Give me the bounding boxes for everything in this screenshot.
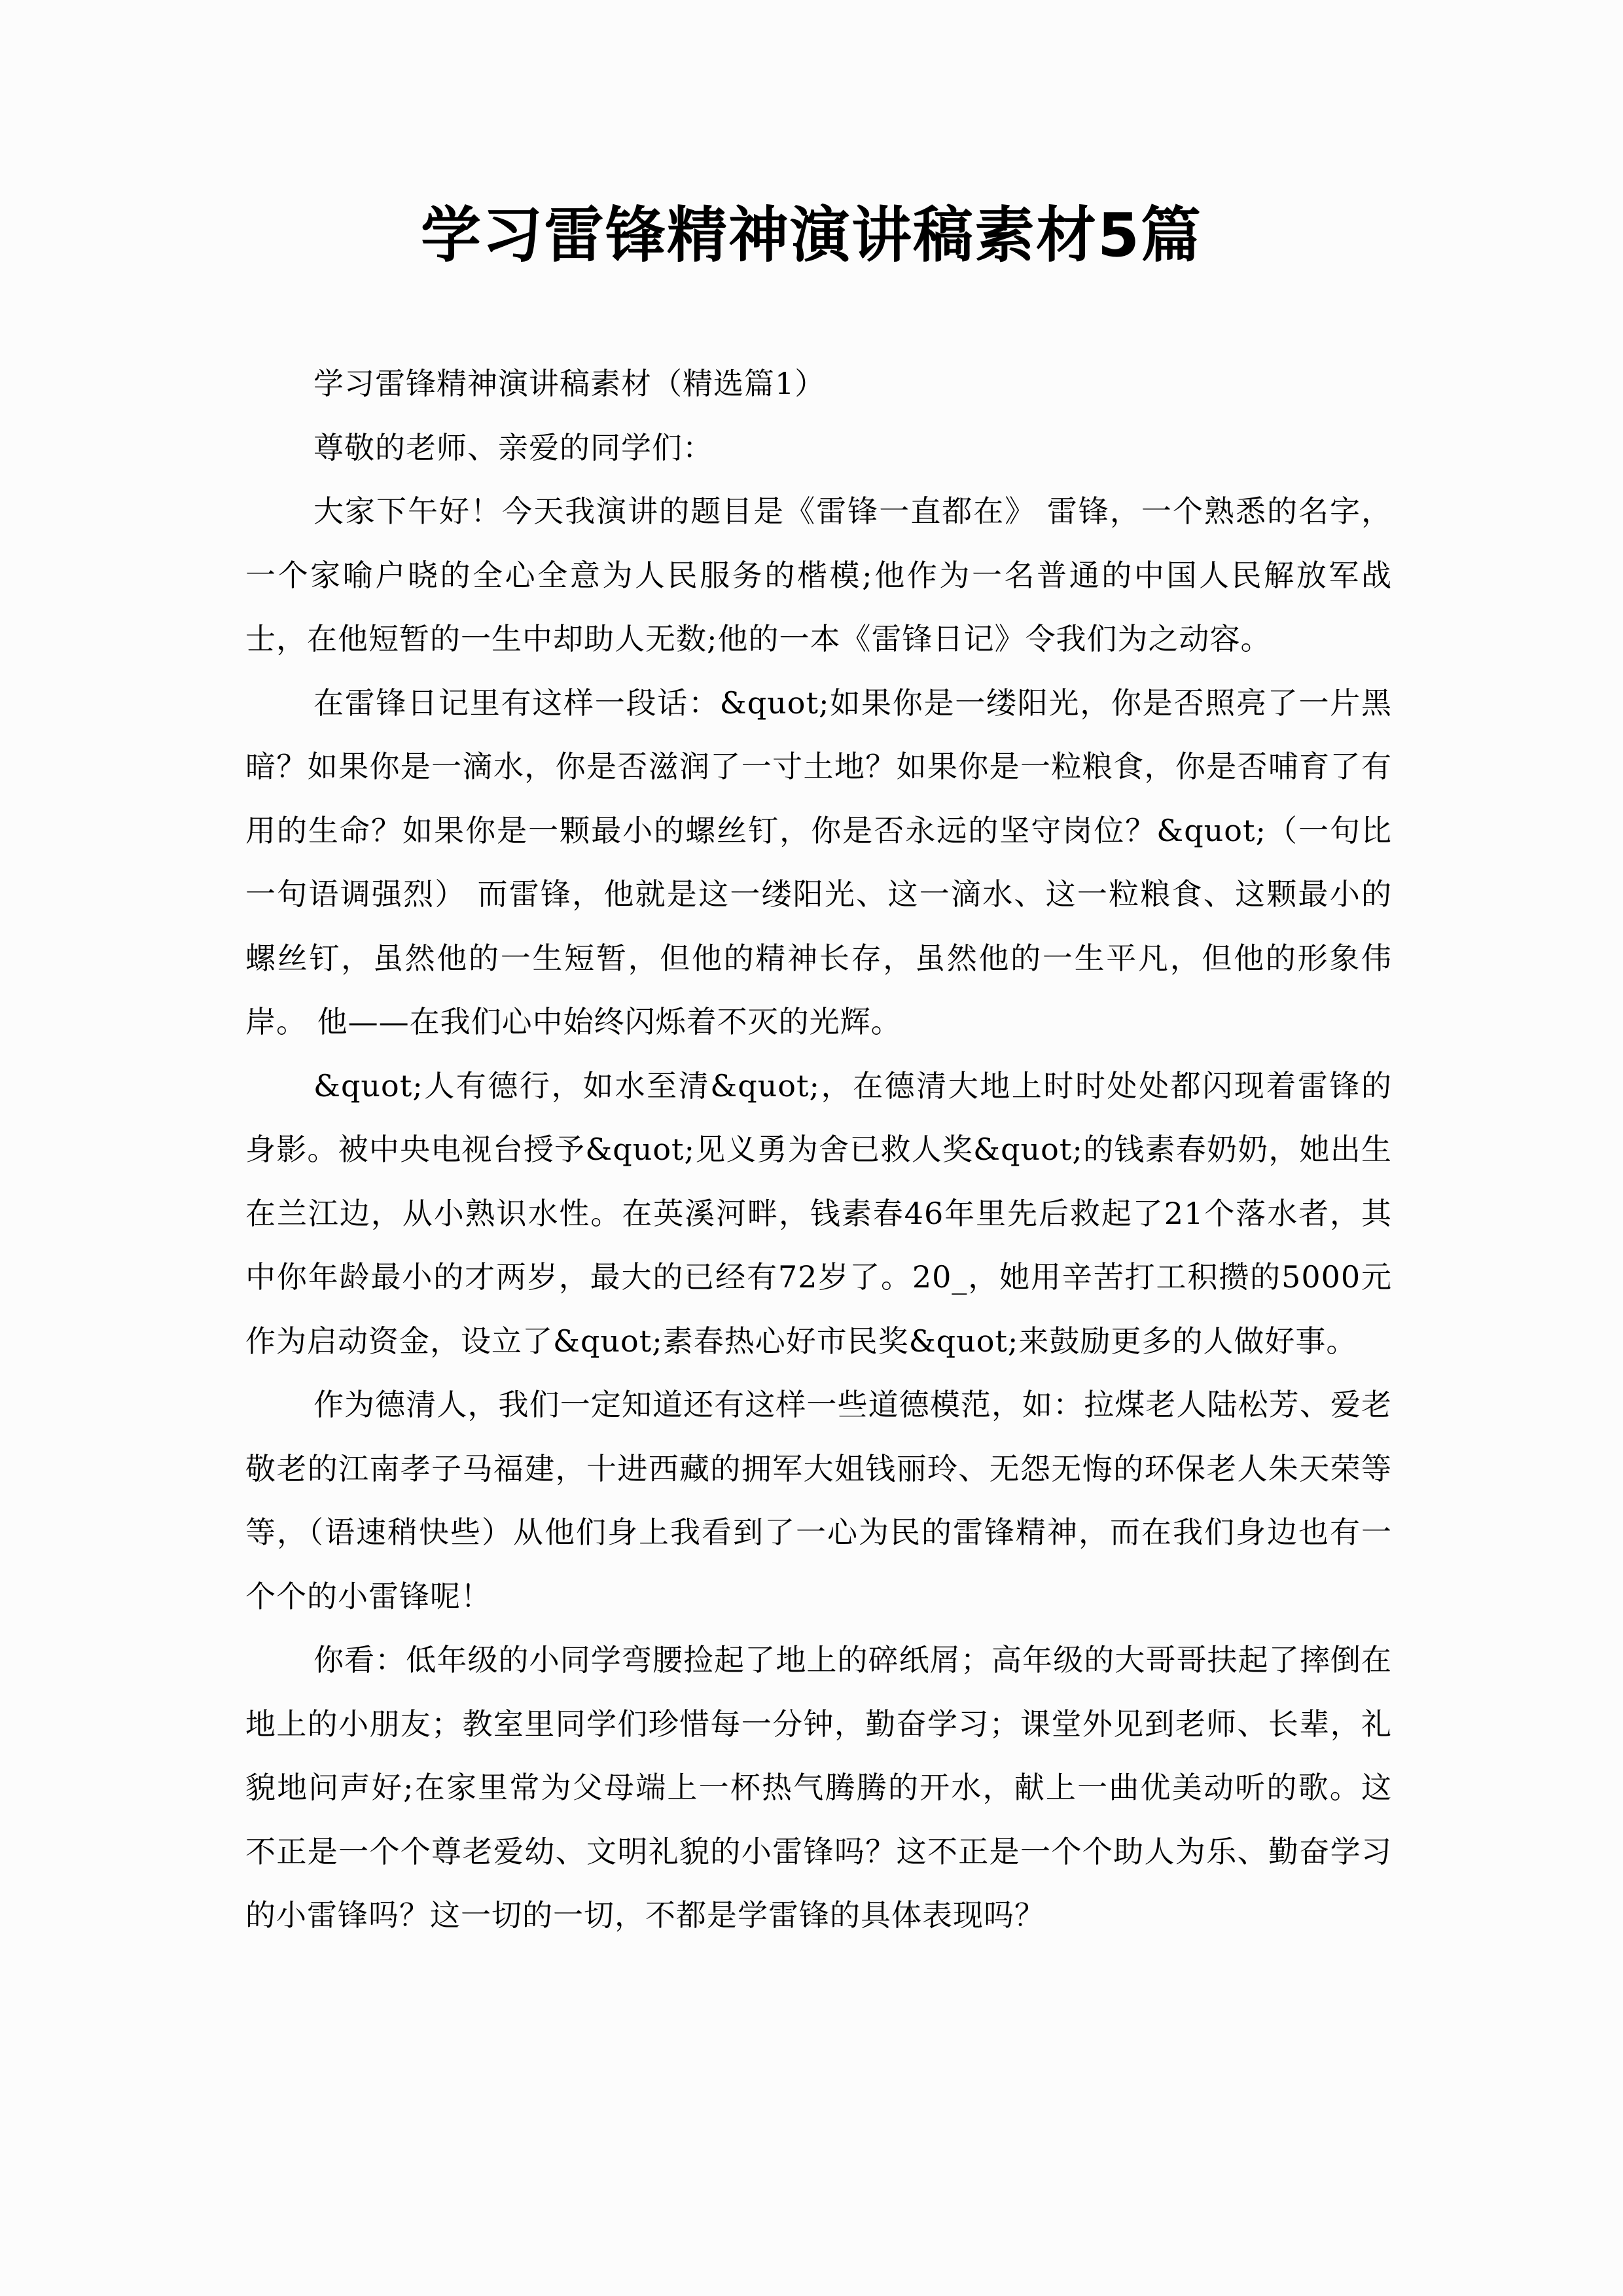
paragraph: 大家下午好！今天我演讲的题目是《雷锋一直都在》 雷锋，一个熟悉的名字，一个家喻户晓的全心全意为人民服务的楷模;他作为一名普通的中国人民解放军战士，在他短暂的一生中却助人无数;他的一本《雷锋日记》令我们为之动容。 [245,493,1392,656]
salutation: 尊敬的老师、亲爱的同学们： [313,429,713,465]
document-body [245,352,1392,1948]
paragraph: &quot;人有德行，如水至清&quot;，在德清大地上时时处处都闪现着雷锋的身影。被中央电视台授予&quot;见义勇为舍已救人奖&quot;的钱素春奶奶，她出生在兰江边，从小熟识水性。在英溪河畔，钱素春46年里先后救起了21个落水者，其中你年龄最小的才两岁，最大的已经有72岁了。20_，她用辛苦打工积攒的5000元作为启动资金，设立了&quot;素春热心好市民奖&quot;来鼓励更多的人做好事。 [245,1067,1392,1359]
section-heading: 学习雷锋精神演讲稿素材（精选篇1） [313,366,826,401]
document-title: 学习雷锋精神演讲稿素材5篇 [420,200,1202,270]
paragraph: 你看：低年级的小同学弯腰捡起了地上的碎纸屑；高年级的大哥哥扶起了摔倒在地上的小朋友；教室里同学们珍惜每一分钟，勤奋学习；课堂外见到老师、长辈，礼貌地问声好;在家里常为父母端上一杯热气腾腾的开水，献上一曲优美动听的歌。这不正是一个个尊老爱幼、文明礼貌的小雷锋吗？这不正是一个个助人为乐、勤奋学习的小雷锋吗？这一切的一切，不都是学雷锋的具体表现吗？ [245,1642,1392,1933]
paragraph: 在雷锋日记里有这样一段话：&quot;如果你是一缕阳光，你是否照亮了一片黑暗？如果你是一滴水，你是否滋润了一寸土地？如果你是一粒粮食，你是否哺育了有用的生命？如果你是一颗最小的螺丝钉，你是否永远的坚守岗位？&quot;（一句比一句语调强烈） 而雷锋，他就是这一缕阳光、这一滴水、这一粒粮食、这颗最小的螺丝钉，虽然他的一生短暂，但他的精神长存，虽然他的一生平凡，但他的形象伟岸。 他——在我们心中始终闪烁着不灭的光辉。 [245,685,1392,1039]
paragraph: 作为德清人，我们一定知道还有这样一些道德模范，如：拉煤老人陆松芳、爱老敬老的江南孝子马福建，十进西藏的拥军大姐钱丽玲、无怨无悔的环保老人朱天荣等等，（语速稍快些）从他们身上我看到了一心为民的雷锋精神，而在我们身边也有一个个的小雷锋呢！ [245,1387,1392,1614]
